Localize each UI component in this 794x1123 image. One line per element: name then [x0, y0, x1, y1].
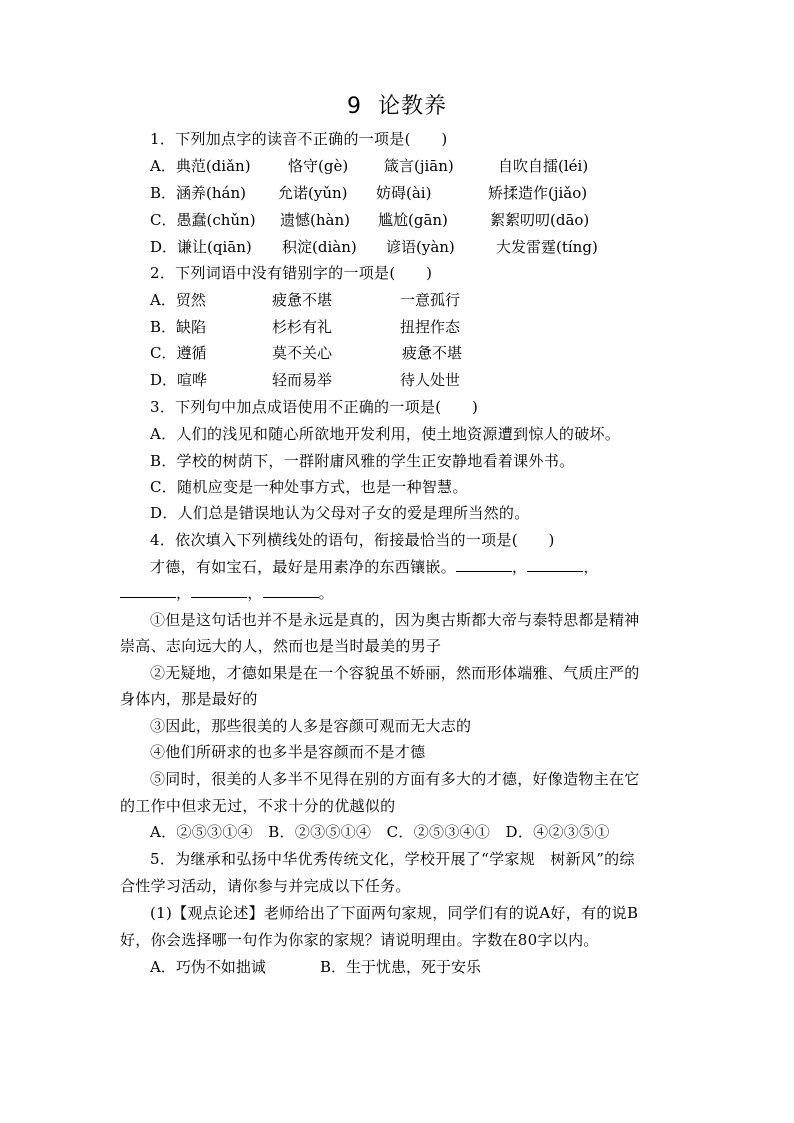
q2-b-word2: 杉杉有礼	[272, 318, 333, 336]
q1-a-word3: 箴言(jiān)	[384, 157, 454, 175]
q2-d-word3: 待人处世	[400, 371, 461, 389]
q2-b-word1: B．缺陷	[150, 318, 207, 336]
q5-stem-line2: 合性学习活动，请你参与并完成以下任务。	[120, 877, 411, 895]
q2-d-word2: 轻而易举	[272, 371, 333, 389]
q1-c-word3: 尴尬(gān)	[378, 211, 448, 229]
q1-a-word2: 恪守(gè)	[288, 157, 349, 175]
q4-sep-1: ，	[512, 558, 528, 576]
q4-sep-2: ，	[583, 558, 599, 576]
q3-option-b: B．学校的树荫下，一群附庸风雅的学生正安静地看着课外书。	[150, 452, 575, 470]
q4-sentence-1b: 崇高、志向远大的人，然而也是当时最美的男子	[120, 637, 442, 655]
q1-c-word2: 遗憾(hàn)	[280, 211, 350, 229]
q4-sentence-1a: ①但是这句话也并不是永远是真的，因为奥古斯都大帝与泰特思都是精神	[150, 611, 640, 629]
q4-end-mark: 。	[318, 584, 334, 602]
q4-sentence-3: ③因此，那些很美的人多是容颜可观而无大志的	[150, 717, 472, 735]
q1-d-word3: 谚语(yàn)	[386, 238, 455, 256]
title-text: 论教养	[377, 94, 447, 119]
page-title	[0, 92, 794, 122]
q5-option-a: A．巧伪不如拙诚	[150, 958, 266, 976]
q3-option-a: A．人们的浅见和随心所欲地开发利用，使土地资源遭到惊人的破坏。	[150, 425, 621, 443]
q1-d-word4: 大发雷霆(tíng)	[496, 238, 598, 256]
q1-c-word4: 絮絮叨叨(dāo)	[490, 211, 590, 229]
q4-sentence-5a: ⑤同时，很美的人多半不见得在别的方面有多大的才德，好像造物主在它	[150, 770, 640, 788]
q2-c-word2: 莫不关心	[272, 344, 333, 362]
q1-b-word1: B．涵养(hán)	[150, 184, 246, 202]
q4-stem: 4．依次填入下列横线处的语句，衔接最恰当的一项是( )	[150, 531, 555, 549]
q4-sentence-5b: 的工作中但求无过，不求十分的优越似的	[120, 797, 396, 815]
q4-passage-line2	[120, 583, 334, 603]
q4-blank-3	[120, 583, 176, 598]
q2-a-word2: 疲惫不堪	[272, 291, 333, 309]
q4-sentence-4: ④他们所研求的也多半是容颜而不是才德	[150, 743, 426, 761]
q2-d-word1: D．喧哗	[150, 371, 208, 389]
q2-c-word3: 疲惫不堪	[402, 344, 463, 362]
q2-b-word3: 扭捏作态	[400, 318, 461, 336]
q5-option-b: B．生于忧患，死于安乐	[320, 958, 482, 976]
q1-a-word4: 自吹自擂(léi)	[498, 157, 589, 175]
q2-a-word1: A．贸然	[150, 291, 206, 309]
q4-sentence-2a: ②无疑地，才德如果是在一个容貌虽不娇丽，然而形体端雅、气质庄严的	[150, 664, 640, 682]
q4-passage-line1	[150, 557, 599, 577]
q1-b-word3: 妨碍(ài)	[376, 184, 432, 202]
q2-stem: 2．下列词语中没有错别字的一项是( )	[150, 264, 433, 282]
q4-sep-3: ，	[176, 584, 192, 602]
q4-blank-2	[527, 557, 583, 572]
q1-c-word1: C．愚蠢(chǔn)	[150, 211, 256, 229]
title-number: 9	[346, 94, 362, 119]
q1-b-word2: 允诺(yǔn)	[278, 184, 348, 202]
q2-c-word1: C．遵循	[150, 344, 207, 362]
q2-a-word3: 一意孤行	[400, 291, 461, 309]
q3-option-d: D．人们总是错误地认为父母对子女的爱是理所当然的。	[150, 504, 530, 522]
q4-sep-4: ，	[247, 584, 263, 602]
q4-blank-1	[456, 557, 512, 572]
q5-sub1-line1: (1)【观点论述】老师给出了下面两句家规，同学们有的说A好，有的说B	[150, 904, 639, 922]
q1-d-word2: 积淀(diàn)	[282, 238, 357, 256]
q5-stem-line1: 5．为继承和弘扬中华优秀传统文化，学校开展了“学家规 树新风”的综	[150, 850, 635, 868]
q4-options: A．②⑤③①④ B．②③⑤①④ C．②⑤③④① D．④②③⑤①	[150, 823, 610, 841]
q4-sentence-2b: 身体内，那是最好的	[120, 690, 258, 708]
q3-stem: 3．下列句中加点成语使用不正确的一项是( )	[150, 398, 479, 416]
q3-option-c: C．随机应变是一种处事方式，也是一种智慧。	[150, 478, 468, 496]
q1-b-word4: 矫揉造作(jiǎo)	[488, 184, 588, 202]
q4-blank-5	[263, 583, 319, 598]
q1-a-word1: A．典范(diǎn)	[150, 157, 251, 175]
q1-d-word1: D．谦让(qiān)	[150, 238, 252, 256]
q4-blank-4	[191, 583, 247, 598]
q4-passage-start: 才德，有如宝石，最好是用素净的东西镶嵌。	[150, 558, 457, 576]
q1-stem: 1．下列加点字的读音不正确的一项是( )	[150, 130, 448, 148]
q5-sub1-line2: 好，你会选择哪一句作为你家的家规？请说明理由。字数在80字以内。	[120, 931, 599, 949]
